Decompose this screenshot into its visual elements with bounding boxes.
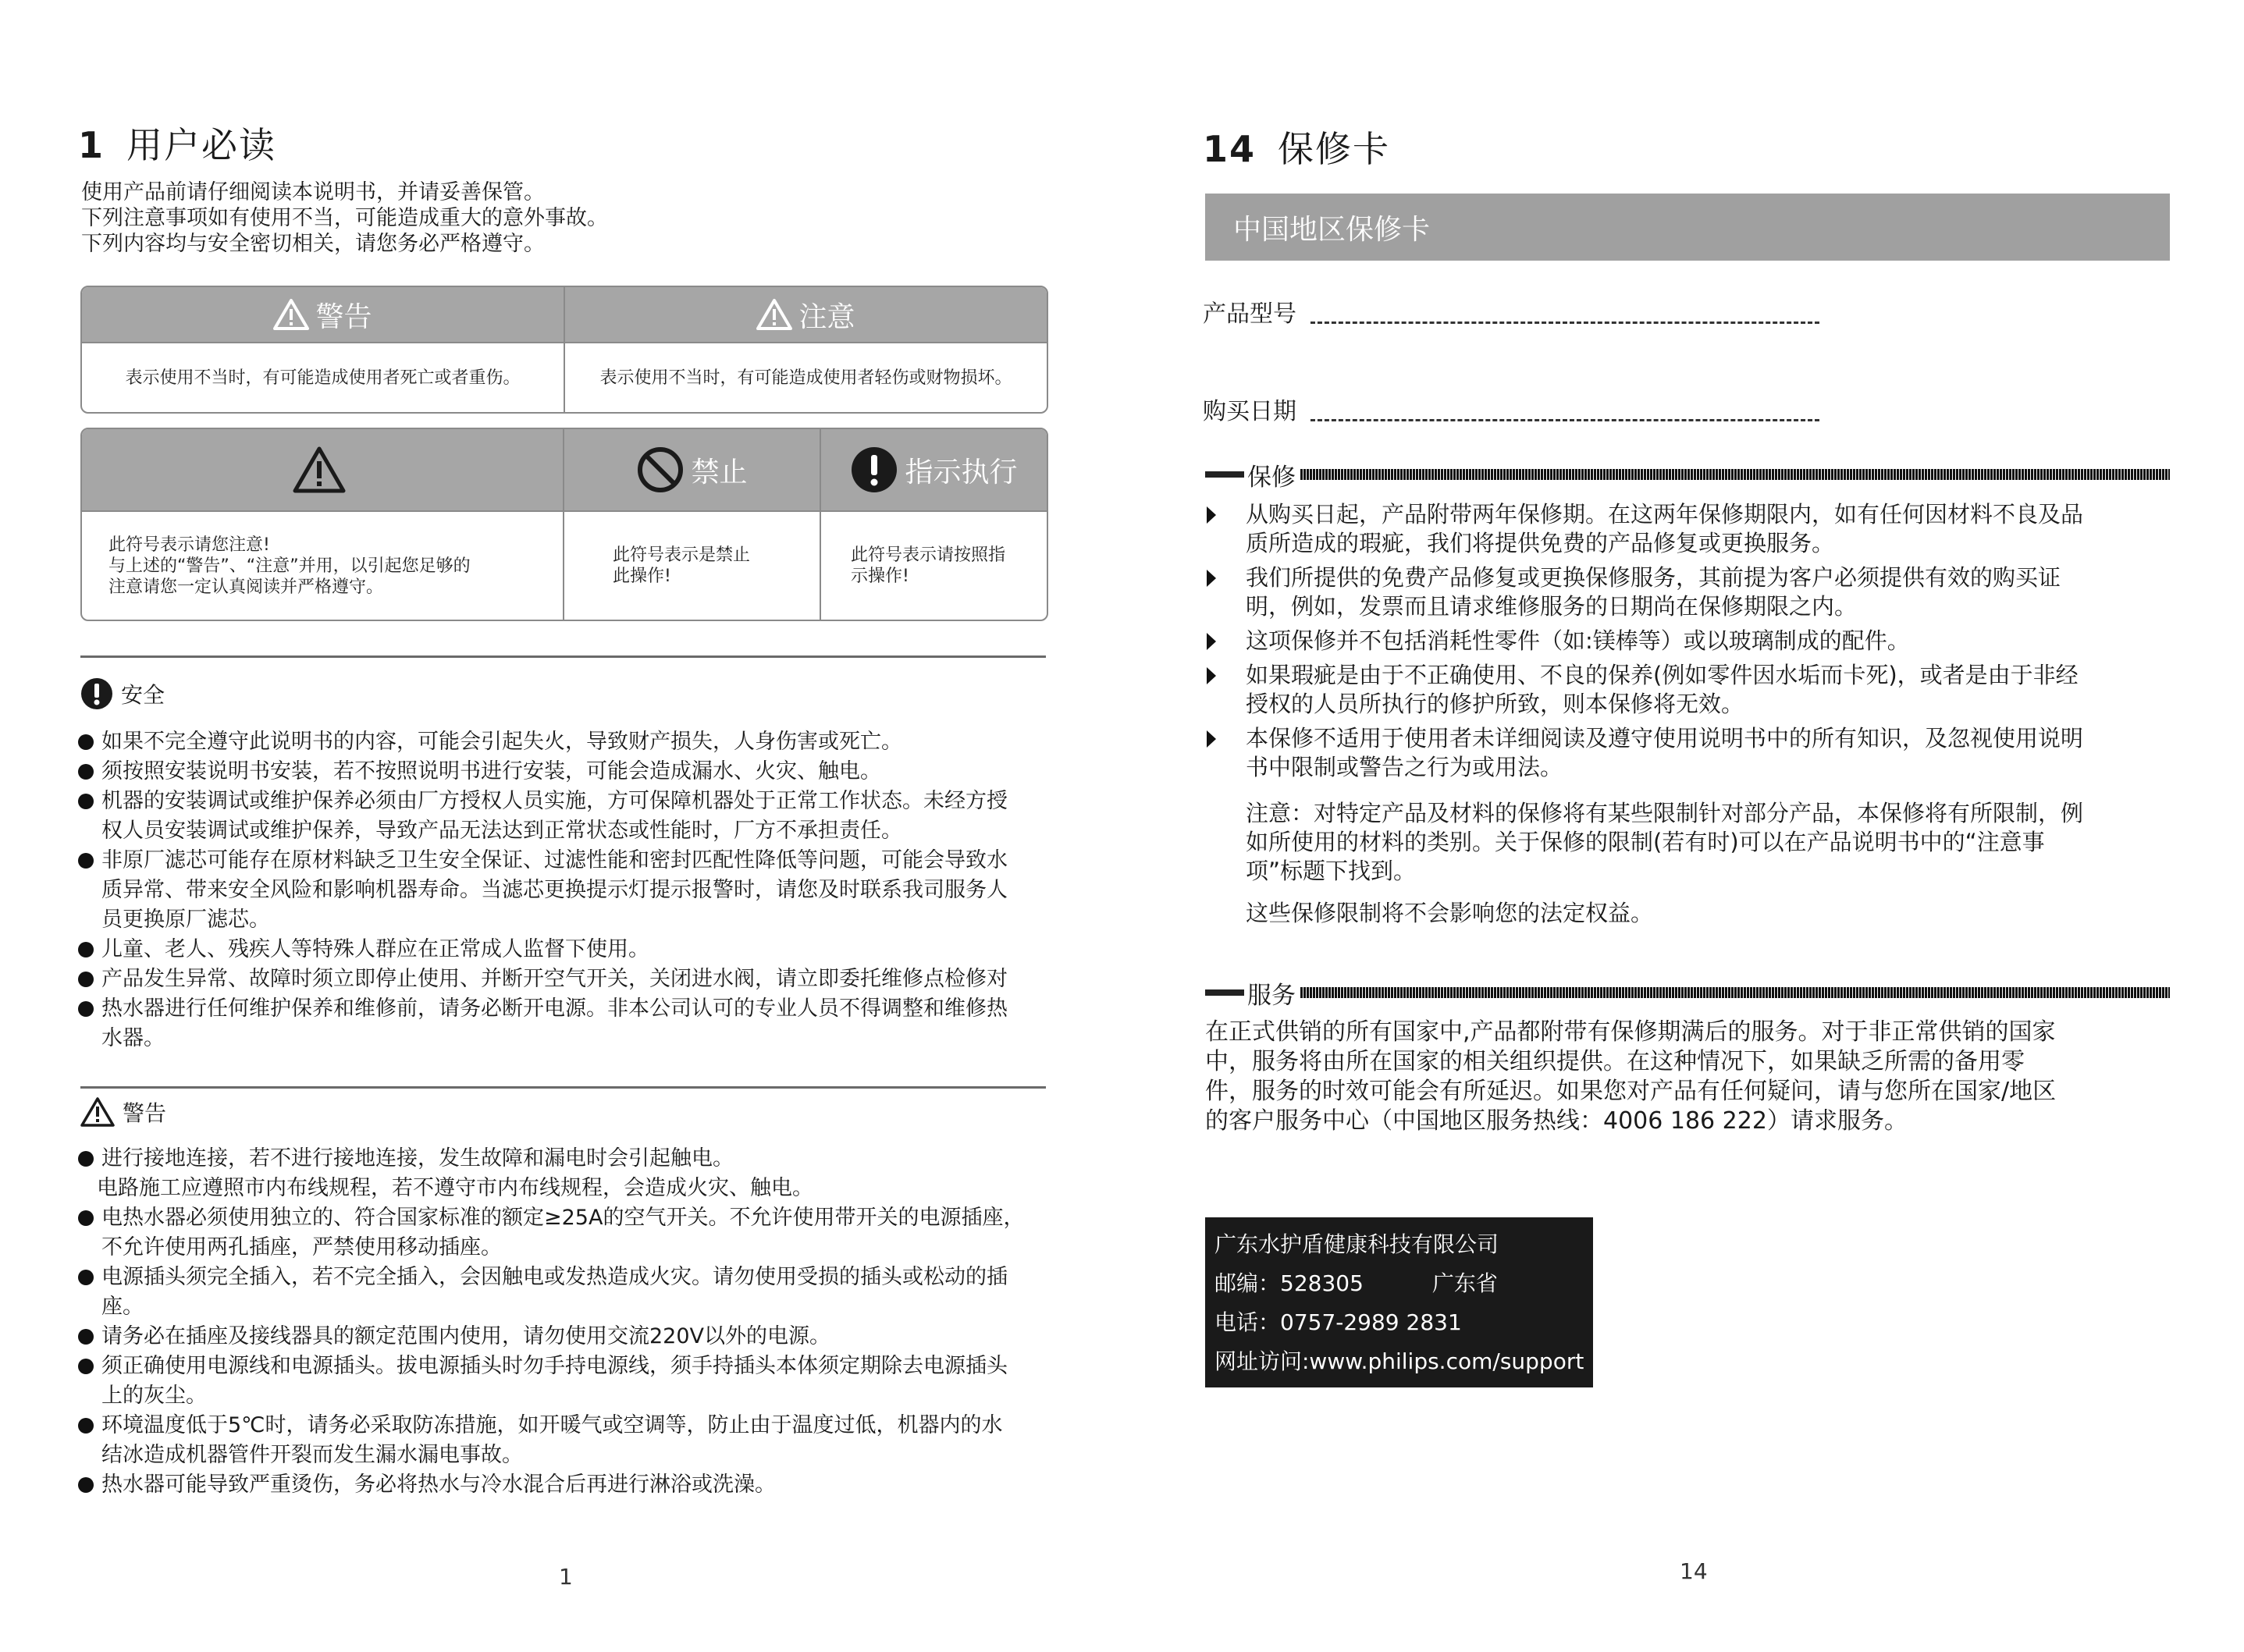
bullet-icon: [78, 1270, 94, 1285]
model-field: [1203, 294, 1819, 329]
rights-note: 这些保修限制将不会影响您的法定权益。: [1246, 900, 1654, 926]
page-number: 14: [1680, 1558, 1708, 1584]
intro-line: 使用产品前请仔细阅读本说明书，并请妥善保管。: [81, 180, 545, 204]
warranty-heading: [1205, 463, 2170, 492]
list-item: 机器的安装调试或维护保养必须由厂方授权人员实施，方可保障机器处于正常工作状态。未经方授 权人员安装调试或维护保养，导致产品无法达到正常状态或性能时，厂方不承担责任。: [78, 787, 1050, 846]
attention-column: [82, 429, 564, 620]
company-name: 广东水护盾健康科技有限公司: [1214, 1231, 1499, 1257]
warranty-heading-text: 保修: [1247, 463, 1296, 492]
heading-rule: [1300, 987, 2170, 998]
bullet-icon: [78, 734, 94, 750]
divider: [80, 655, 1046, 658]
prohibit-line: 此符号表示是禁止: [613, 545, 751, 565]
service-heading: [1205, 981, 2170, 1010]
list-item: 热水器可能导致严重烫伤，务必将热水与冷水混合后再进行淋浴或洗澡。: [78, 1470, 1050, 1500]
company-phone: 电话：0757-2989 2831: [1214, 1309, 1462, 1335]
attention-line: 与上述的“警告”、“注意”并用，以引起您足够的: [108, 556, 471, 576]
date-field: [1203, 392, 1819, 426]
prohibit-icon: [636, 446, 685, 494]
warning-label: 警告: [315, 300, 372, 333]
caution-description: 表示使用不当时，有可能造成使用者轻伤或财物损坏。: [599, 368, 1012, 388]
prohibit-description: [564, 512, 820, 620]
triangle-bullet-icon: [1207, 570, 1216, 587]
exclamation-circle-icon: [850, 446, 898, 494]
intro-text: [81, 179, 608, 257]
execute-column: [821, 429, 1047, 620]
list-item: 本保修不适用于使用者未详细阅读及遵守使用说明书中的所有知识，及忽视使用说明 书中限制或警告之行为或用法。: [1205, 724, 2173, 782]
bullet-icon: [78, 1329, 94, 1345]
attention-header: [82, 429, 563, 512]
attention-line: 此符号表示请您注意!: [108, 535, 270, 555]
bullet-icon: [78, 1210, 94, 1226]
safety-heading-text: 安全: [121, 682, 165, 708]
intro-line: 下列内容均与安全密切相关，请您务必严格遵守。: [81, 232, 545, 256]
section-title-text: 用户必读: [126, 124, 277, 166]
warning-triangle-icon: [756, 298, 792, 331]
prohibit-label: 禁止: [691, 456, 748, 488]
warning-triangle-icon: [273, 298, 309, 331]
list-item: 须按照安装说明书安装，若不按照说明书进行安装，可能会造成漏水、火灾、触电。: [78, 757, 1050, 787]
bullet-icon: [78, 853, 94, 869]
triangle-bullet-icon: [1207, 633, 1216, 650]
caution-header: [565, 287, 1047, 343]
warning-header: [82, 287, 564, 343]
bullet-icon: [78, 1359, 94, 1374]
warning-heading: [80, 1096, 166, 1128]
bullet-icon: [78, 972, 94, 987]
execute-header: [821, 429, 1047, 512]
execute-label: 指示执行: [905, 456, 1018, 488]
list-item: 产品发生异常、故障时须立即停止使用、并断开空气开关，关闭进水阀，请立即委托维修点检修对: [78, 965, 1050, 994]
attention-description: [82, 512, 563, 620]
model-line: [1310, 322, 1819, 324]
caution-column: [565, 287, 1047, 412]
execute-line: 示操作!: [850, 567, 909, 586]
list-item: 这项保修并不包括消耗性零件（如:镁棒等）或以玻璃制成的配件。: [1205, 627, 2173, 655]
warning-heading-text: 警告: [123, 1100, 167, 1126]
heading-lead-bar: [1205, 471, 1244, 478]
list-item: 进行接地连接，若不进行接地连接，发生故障和漏电时会引起触电。 电路施工应遵照市内布线规程，若不遵守市内布线规程，会造成火灾、触电。: [78, 1144, 1050, 1203]
bullet-icon: [78, 794, 94, 809]
attention-line: 注意请您一定认真阅读并严格遵守。: [108, 577, 384, 597]
list-item: 环境温度低于5℃时，请务必采取防冻措施，如开暖气或空调等，防止由于温度过低，机器内的水 结冰造成机器管件开裂而发生漏水漏电事故。: [78, 1411, 1050, 1470]
divider: [80, 1086, 1046, 1089]
execute-line: 此符号表示请按照指: [850, 545, 1005, 565]
safety-list: [78, 727, 1050, 1053]
list-item: 非原厂滤芯可能存在原材料缺乏卫生安全保证、过滤性能和密封匹配性降低等问题，可能会导致水 质异常、带来安全风险和影响机器寿命。当滤芯更换提示灯提示报警时，请您及时联系我司服务人 员更换原厂滤芯。: [78, 846, 1050, 935]
company-postcode-row: [1214, 1264, 1593, 1303]
list-item: 儿童、老人、残疾人等特殊人群应在正常成人监督下使用。: [78, 935, 1050, 965]
warning-description: 表示使用不当时，有可能造成使用者死亡或者重伤。: [125, 368, 521, 388]
intro-line: 下列注意事项如有使用不当，可能造成重大的意外事故。: [81, 206, 608, 230]
symbol-table: [80, 428, 1048, 621]
section-number: 14: [1203, 128, 1257, 170]
warranty-note: 注意：对特定产品及材料的保修将有某些限制针对部分产品，本保修将有所限制，例 如所使用的材料的类别。关于保修的限制(若有时)可以在产品说明书中的“注意事 项”标题下找到。: [1246, 800, 2084, 884]
bullet-icon: [78, 942, 94, 957]
prohibit-header: [564, 429, 820, 512]
warning-triangle-icon: [292, 446, 347, 494]
list-item: 须正确使用电源线和电源插头。拔电源插头时勿手持电源线，须手持插头本体须定期除去电源插头 上的灰尘。: [78, 1352, 1050, 1411]
heading-lead-bar: [1205, 989, 1244, 996]
company-province: 广东省: [1431, 1270, 1498, 1296]
company-website[interactable]: 网址访问:www.philips.com/support: [1214, 1348, 1584, 1374]
caution-label: 注意: [798, 300, 855, 333]
warning-list: [78, 1144, 1050, 1500]
section-title: [78, 117, 276, 169]
safety-heading: [80, 677, 165, 710]
heading-rule: [1300, 469, 2170, 480]
bullet-icon: [78, 1418, 94, 1434]
list-item: 请务必在插座及接线器具的额定范围内使用，请勿使用交流220V以外的电源。: [78, 1322, 1050, 1352]
list-item: 热水器进行任何维护保养和维修前，请务必断开电源。非本公司认可的专业人员不得调整和维修热 水器。: [78, 994, 1050, 1053]
bullet-icon: [78, 1001, 94, 1017]
list-item: 从购买日起，产品附带两年保修期。在这两年保修期限内，如有任何因材料不良及品 质所造成的瑕疵，我们将提供免费的产品修复或更换服务。: [1205, 500, 2173, 558]
company-postcode: 邮编：528305: [1214, 1270, 1364, 1296]
service-heading-text: 服务: [1247, 981, 1296, 1010]
page-number: 1: [559, 1564, 573, 1590]
triangle-bullet-icon: [1207, 730, 1216, 748]
date-label: 购买日期: [1203, 398, 1296, 425]
warning-triangle-icon: [80, 1096, 115, 1128]
warranty-list: [1205, 500, 2173, 787]
model-label: 产品型号: [1203, 300, 1296, 328]
prohibit-column: [564, 429, 821, 620]
list-item: 电源插头须完全插入，若不完全插入，会因触电或发热造成火灾。请勿使用受损的插头或松动的插 座。: [78, 1263, 1050, 1322]
date-line: [1310, 419, 1819, 421]
service-text: 在正式供销的所有国家中,产品都附带有保修期满后的服务。对于非正常供销的国家 中，服务将由所在国家的相关组织提供。在这种情况下，如果缺乏所需的备用零 件，服务的时效可能会有所延迟。如果您对产品有任何疑问，请与您所在国家/地区 的客户服务中心（中国地区服务热线：4006 186 222）请求服务。: [1205, 1018, 2057, 1135]
section-number: 1: [78, 124, 105, 166]
warning-caution-table: [80, 286, 1048, 414]
triangle-bullet-icon: [1207, 506, 1216, 524]
section-title-text: 保修卡: [1278, 128, 1391, 170]
exclamation-circle-icon: [80, 677, 113, 710]
triangle-bullet-icon: [1207, 667, 1216, 684]
section-title: [1203, 121, 1390, 172]
bullet-icon: [78, 1477, 94, 1493]
prohibit-line: 此操作!: [613, 567, 671, 586]
execute-description: [821, 512, 1047, 620]
bullet-icon: [78, 764, 94, 780]
list-item: 电热水器必须使用独立的、符合国家标准的额定≥25A的空气开关。不允许使用带开关的电源插座， 不允许使用两孔插座，严禁使用移动插座。: [78, 1203, 1050, 1263]
bullet-icon: [78, 1151, 94, 1167]
band-title: 中国地区保修卡: [1233, 213, 1431, 246]
list-item: 如果瑕疵是由于不正确使用、不良的保养(例如零件因水垢而卡死)，或者是由于非经 授权的人员所执行的修护所致，则本保修将无效。: [1205, 661, 2173, 719]
warranty-card-band: [1205, 194, 2170, 261]
list-item: 如果不完全遵守此说明书的内容，可能会引起失火，导致财产损失，人身伤害或死亡。: [78, 727, 1050, 757]
list-item: 我们所提供的免费产品修复或更换保修服务，其前提为客户必须提供有效的购买证 明，例如，发票而且请求维修服务的日期尚在保修期限之内。: [1205, 563, 2173, 621]
company-info-box: [1205, 1217, 1593, 1387]
warning-column: [82, 287, 565, 412]
